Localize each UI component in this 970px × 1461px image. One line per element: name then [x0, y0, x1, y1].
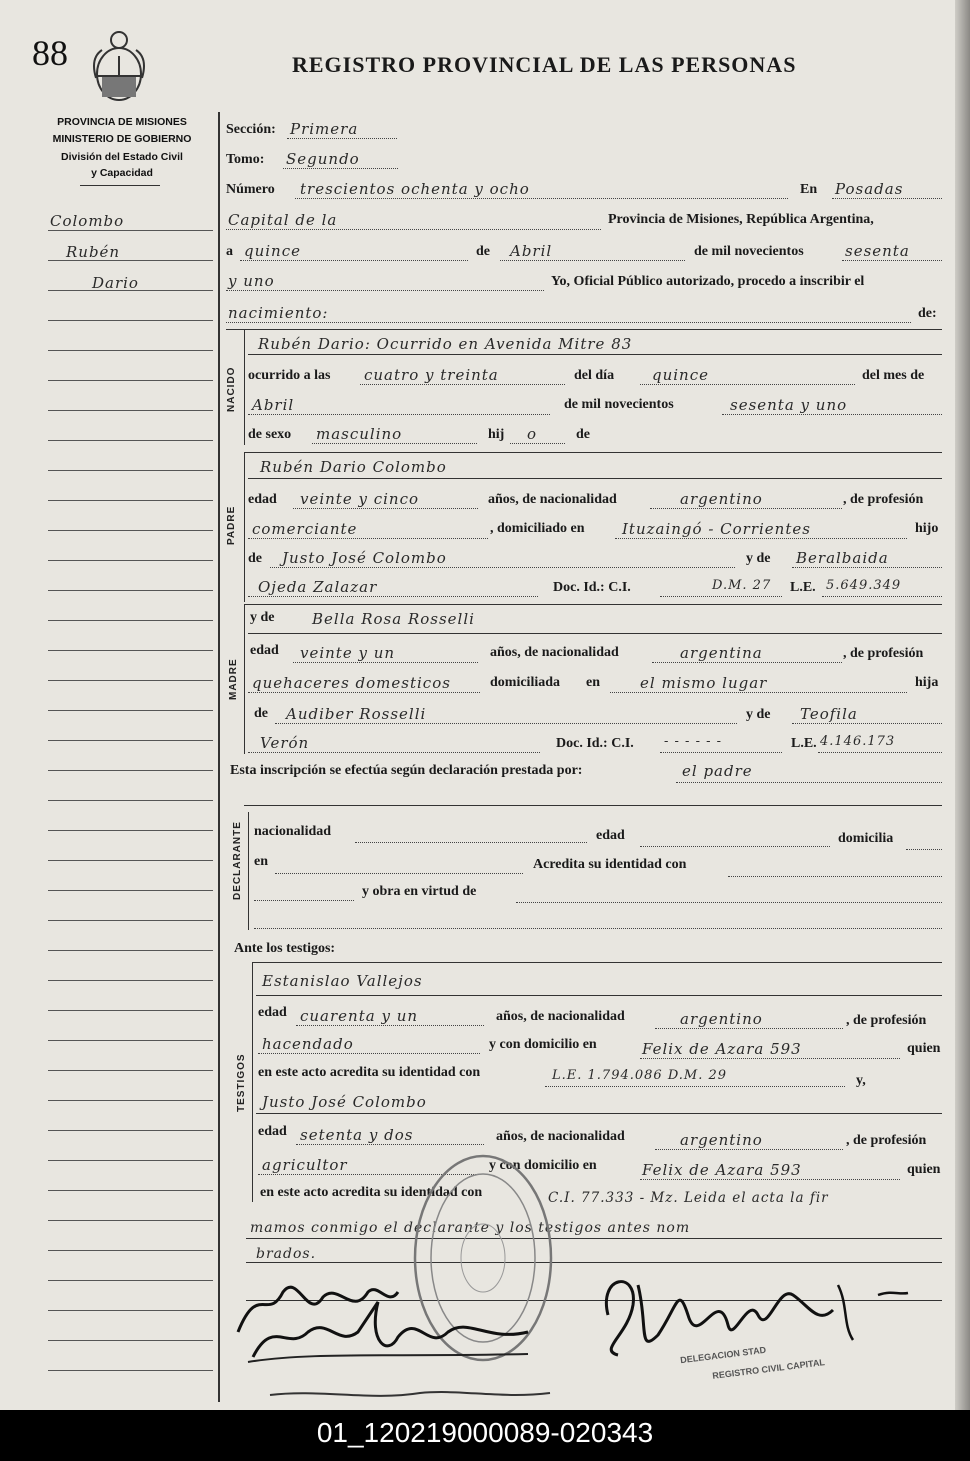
anio-value: sesenta — [845, 242, 910, 260]
padre-nac-value: argentino — [680, 490, 763, 508]
nacido-bracket — [244, 329, 245, 445]
sexo-label: de sexo — [248, 427, 292, 442]
seccion-line — [287, 138, 397, 139]
madre-nombre-line — [248, 633, 942, 634]
madre-edad-line — [293, 662, 478, 663]
t2-nac-line — [655, 1149, 843, 1150]
de-mil-label: de mil novecientos — [694, 244, 804, 259]
dec-nac-line — [355, 842, 587, 843]
margin-first-name: Rubén — [66, 243, 121, 261]
madre-nac-line — [652, 662, 842, 663]
madre-padre-line — [275, 723, 737, 724]
declarante-bracket — [248, 812, 249, 930]
t1-nac-value: argentino — [680, 1010, 763, 1028]
madre-edad-label: edad — [250, 643, 279, 658]
dia2-value: quince — [652, 366, 709, 384]
dec-en-label: en — [254, 854, 268, 869]
office-capacidad: y Capacidad — [91, 167, 153, 179]
padre-top-rule — [244, 452, 942, 453]
madre-nac-value: argentina — [680, 644, 763, 662]
madre-dom-line — [610, 692, 907, 693]
t2-edad-line — [296, 1144, 484, 1145]
madre-hija-label: hija — [915, 675, 939, 690]
hora-value: cuatro y treinta — [364, 366, 499, 384]
cierre-line1: mamos conmigo el declarante y los testigos antes nom — [250, 1220, 691, 1236]
t2-nombre-value: Justo José Colombo — [262, 1093, 427, 1111]
stamp-registro-civil: REGISTRO CIVIL CAPITAL — [711, 1357, 826, 1381]
numero-line — [295, 198, 788, 199]
argentine-coat-of-arms-icon — [88, 28, 150, 108]
capital-line — [226, 229, 601, 230]
hij-line — [510, 443, 565, 444]
declarante-side-label: DECLARANTE — [232, 821, 243, 900]
dec-obra-left-line — [254, 900, 354, 901]
madre-yde2-label: y de — [746, 707, 771, 722]
padre-dom-label: , domiciliado en — [490, 521, 585, 536]
ante-label: Ante los testigos: — [234, 941, 336, 956]
padre-side-label: PADRE — [226, 505, 237, 545]
padre-hijo-label: hijo — [915, 521, 939, 536]
padre-prof-line — [248, 538, 488, 539]
numero-label: Número — [226, 182, 275, 197]
madre-dom-label: domiciliada — [490, 675, 561, 690]
office-ministry: MINISTERIO DE GOBIERNO — [52, 133, 192, 145]
padre-le-label: L.E. — [790, 580, 816, 595]
hij-label: hij — [488, 427, 505, 442]
madre-prof-value: quehaceres domesticos — [252, 674, 451, 692]
padre-de-label: de — [248, 551, 262, 566]
nacido-top-rule — [226, 329, 942, 330]
footer-scribble — [260, 1385, 560, 1407]
padre-padre-value: Justo José Colombo — [282, 549, 447, 567]
madre-side-label: MADRE — [228, 658, 239, 700]
padre-le-value: 5.649.349 — [826, 578, 902, 593]
provincia-label: Provincia de Misiones, República Argentina, — [608, 212, 874, 227]
de-label: de — [476, 244, 490, 259]
t2-acto-label: en este acto acredita su identidad con — [260, 1185, 483, 1200]
dec-en-line — [275, 873, 523, 874]
padre-le-line — [822, 596, 942, 597]
t1-nombre-value: Estanislao Vallejos — [262, 972, 423, 990]
hij-value: o — [527, 425, 538, 443]
t1-edad-value: cuarenta y un — [300, 1007, 419, 1025]
t1-edad-label: edad — [258, 1005, 287, 1020]
t1-nombre-line — [256, 995, 942, 996]
t1-y-label: y, — [856, 1073, 866, 1088]
padre-dom-line — [615, 538, 907, 539]
t1-nac-line — [655, 1028, 843, 1029]
madre-padre-value: Audiber Rosselli — [286, 705, 427, 723]
anio3-value: sesenta y uno — [730, 396, 848, 414]
madre-ci-value: - - - - - - — [664, 734, 723, 749]
a-label: a — [226, 244, 233, 259]
madre-yde-label: y de — [250, 610, 275, 625]
scan-caption: 01_120219000089-020343 — [0, 1410, 970, 1461]
del-dia-label: del día — [574, 368, 615, 383]
padre-yde-label: y de — [746, 551, 771, 566]
padre-madre2-value: Ojeda Zalazar — [258, 578, 378, 596]
padre-ci-value: D.M. 27 — [712, 578, 772, 593]
madre-top-rule — [244, 604, 942, 605]
padre-madre-line — [792, 567, 942, 568]
en-line — [832, 198, 942, 199]
anio2-value: y uno — [228, 272, 275, 290]
yo-label: Yo, Oficial Público autorizado, procedo a inscribir el — [551, 274, 865, 289]
main-column-rule — [218, 112, 220, 1402]
dec-obra-line — [516, 902, 942, 903]
declarante-line — [676, 782, 942, 783]
t1-edad-line — [296, 1025, 484, 1026]
padre-edad-value: veinte y cinco — [300, 490, 420, 508]
inscripcion-label: Esta inscripción se efectúa según declaración prestada por: — [230, 763, 583, 778]
t2-edad-label: edad — [258, 1124, 287, 1139]
seccion-label: Sección: — [226, 122, 276, 137]
de-colon-label: de: — [918, 306, 937, 321]
mes-value: Abril — [510, 242, 553, 260]
office-underline — [80, 185, 160, 186]
sexo-value: masculino — [316, 425, 403, 443]
declarante-value: el padre — [682, 762, 753, 780]
mes2-value: Abril — [252, 396, 295, 414]
tomo-line — [283, 168, 398, 169]
t2-prof-label: , de profesión — [846, 1133, 927, 1148]
madre-le-line — [818, 752, 942, 753]
mes2-line — [248, 414, 550, 415]
madre-le-label: L.E. — [791, 736, 817, 751]
t1-prof-line — [258, 1053, 480, 1054]
t1-acto-label: en este acto acredita su identidad con — [258, 1065, 481, 1080]
en-value: Posadas — [835, 180, 904, 198]
anio2-line — [226, 290, 544, 291]
dec-nac-label: nacionalidad — [254, 824, 332, 839]
margin-second-name: Dario — [92, 274, 139, 292]
acto-tipo-line — [226, 322, 911, 323]
madre-madre2-line — [248, 752, 540, 753]
office-division: División del Estado Civil — [61, 151, 183, 163]
nacido-nombre-line — [248, 354, 942, 355]
madre-ci-line — [660, 752, 782, 753]
t2-anios-label: años, de nacionalidad — [496, 1129, 625, 1144]
dia2-line — [640, 384, 855, 385]
t1-anios-label: años, de nacionalidad — [496, 1009, 625, 1024]
padre-nombre-value: Rubén Dario Colombo — [260, 458, 447, 476]
seccion-value: Primera — [290, 120, 359, 138]
padre-nombre-line — [248, 478, 942, 479]
tomo-label: Tomo: — [226, 152, 265, 167]
mes-line — [500, 260, 685, 261]
cierre-line2: brados. — [256, 1246, 317, 1262]
t1-prof-value: hacendado — [262, 1035, 354, 1053]
dec-edad-label: edad — [596, 828, 625, 843]
de2-label: de — [576, 427, 590, 442]
dec-acredita-line — [728, 876, 942, 877]
padre-bracket — [244, 452, 245, 602]
padre-prof-value: comerciante — [252, 520, 358, 538]
t1-top-rule — [252, 962, 942, 963]
madre-bracket — [244, 604, 245, 754]
de-mil2-label: de mil novecientos — [564, 397, 674, 412]
declarant-signature — [228, 1262, 558, 1382]
dec-extra-line — [254, 928, 942, 929]
t2-nombre-line — [256, 1113, 942, 1114]
dia-value: quince — [244, 242, 301, 260]
page-number: 88 — [32, 33, 68, 73]
dia-line — [240, 260, 468, 261]
padre-madre-value: Beralbaida — [796, 549, 889, 567]
ocurrido-label: ocurrido a las — [248, 368, 331, 383]
acto-tipo-value: nacimiento: — [228, 304, 329, 322]
padre-edad-line — [293, 508, 478, 509]
madre-madre-line — [792, 723, 942, 724]
madre-madre-value: Teofila — [800, 705, 858, 723]
madre-le-value: 4.146.173 — [820, 734, 896, 749]
t2-id-value: C.I. 77.333 - Mz. Leida el acta la fir — [548, 1190, 829, 1206]
madre-en-label: en — [586, 675, 600, 690]
t1-quien-label: quien — [907, 1041, 941, 1056]
t1-dom-value: Felix de Azara 593 — [642, 1040, 802, 1058]
t2-prof-value: agricultor — [262, 1156, 348, 1174]
nacido-nombre-value: Rubén Dario: Ocurrido en Avenida Mitre 83 — [258, 335, 633, 353]
t1-prof-label: , de profesión — [846, 1013, 927, 1028]
t2-dom-value: Felix de Azara 593 — [642, 1161, 802, 1179]
declarante-top-rule — [244, 805, 942, 806]
page-edge-shadow — [955, 0, 970, 1410]
padre-edad-label: edad — [248, 492, 277, 507]
t2-dom-label: y con domicilio en — [489, 1158, 597, 1173]
madre-prof-label: , de profesión — [843, 646, 924, 661]
madre-dom-value: el mismo lugar — [640, 674, 768, 692]
madre-prof-line — [248, 692, 480, 693]
t1-dom-label: y con domicilio en — [489, 1037, 597, 1052]
anio-line — [842, 260, 942, 261]
cierre-rule1 — [246, 1238, 942, 1239]
padre-doc-label: Doc. Id.: C.I. — [553, 580, 631, 595]
madre-madre2-value: Verón — [260, 734, 310, 752]
t1-id-line — [545, 1086, 845, 1087]
t2-nac-value: argentino — [680, 1131, 763, 1149]
sexo-line — [312, 443, 477, 444]
hora-line — [360, 384, 565, 385]
madre-anios-label: años, de nacionalidad — [490, 645, 619, 660]
dec-obra-label: y obra en virtud de — [362, 884, 477, 899]
registry-title: REGISTRO PROVINCIAL DE LAS PERSONAS — [292, 52, 797, 77]
anio3-line — [722, 414, 942, 415]
t2-edad-value: setenta y dos — [300, 1126, 414, 1144]
capital-value: Capital de la — [228, 211, 338, 229]
testigos-bracket — [252, 962, 253, 1202]
margin-surname: Colombo — [50, 212, 125, 230]
t2-dom-line — [640, 1179, 900, 1180]
padre-padre-line — [270, 567, 735, 568]
office-province: PROVINCIA DE MISIONES — [57, 116, 187, 128]
en-label: En — [800, 182, 818, 197]
t1-dom-line — [640, 1058, 900, 1059]
padre-ci-line — [660, 596, 782, 597]
del-mes-label: del mes de — [862, 368, 925, 383]
t1-id-value: L.E. 1.794.086 D.M. 29 — [552, 1068, 728, 1083]
tomo-value: Segundo — [286, 150, 360, 168]
t2-quien-label: quien — [907, 1162, 941, 1177]
padre-anios-label: años, de nacionalidad — [488, 492, 617, 507]
madre-nombre-value: Bella Rosa Rosselli — [312, 610, 475, 628]
dec-edad-line — [640, 846, 830, 847]
numero-value: trescientos ochenta y ocho — [300, 180, 530, 198]
official-signature — [578, 1255, 918, 1365]
madre-de-label: de — [254, 706, 268, 721]
nacido-side-label: NACIDO — [226, 366, 237, 412]
madre-edad-value: veinte y un — [300, 644, 396, 662]
dec-dom-line — [906, 849, 942, 850]
stamp-delegacion: DELEGACION STAD — [679, 1344, 767, 1366]
testigos-side-label: TESTIGOS — [236, 1053, 247, 1112]
padre-prof-label: , de profesión — [843, 492, 924, 507]
padre-madre2-line — [248, 596, 538, 597]
madre-doc-label: Doc. Id.: C.I. — [556, 736, 634, 751]
dec-acredita-label: Acredita su identidad con — [533, 857, 687, 872]
padre-dom-value: Ituzaingó - Corrientes — [622, 520, 811, 538]
padre-nac-line — [650, 508, 842, 509]
dec-dom-label: domicilia — [838, 831, 894, 846]
